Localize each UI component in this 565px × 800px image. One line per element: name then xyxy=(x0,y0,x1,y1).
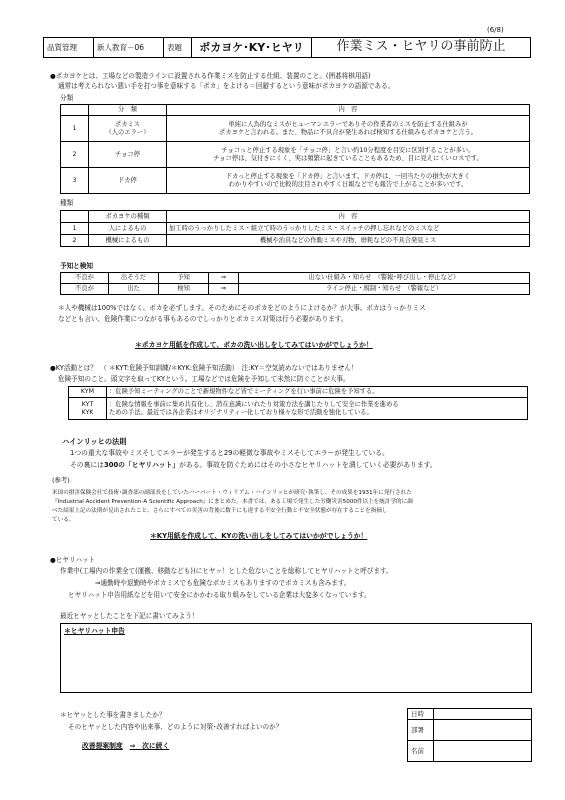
detect-label: 予知と検知 xyxy=(60,262,93,270)
poka-note-1: ＊人や機械は100%ではなく、ポカを必ずします。そのためにそのポカをどのようによけるか？が大事。ポカはうっかりミス xyxy=(58,304,426,312)
bullet-icon: ● xyxy=(50,364,56,372)
class-name: チョコ停 xyxy=(89,142,167,168)
subject-cell: ポカヨケ･KY･ヒヤリ xyxy=(192,38,312,58)
table-row xyxy=(61,142,530,168)
table-row xyxy=(61,273,530,284)
class-name: ドカ停 xyxy=(89,168,167,194)
class-content: チョコっと停止する現象を「チョコ停」と言い約10分程度を目安に区別することが多い。 チョコ停は、気付きにくく、実は頻繁に起きていることもあるため、目に見えにくいロスです。 xyxy=(167,142,530,168)
next-section-link: 改善提案制度 ⇒ 次に続く xyxy=(82,742,170,750)
ky-label: KYT KYK xyxy=(69,398,107,420)
ky-content: ：危険予知ミーティングのことで新規物件など皆でミーティングを行い事前に危険を予知する。 xyxy=(107,387,528,398)
poka-intro-1: ●ポカヨケとは、工場などの製造ラインに設置される作業ミスを防止する仕組、装置のこと。(囲碁将棋用語) xyxy=(50,72,371,80)
footer-question-2: そのヒヤッとした内容や出来事、どのように対策･改善すればよいのか？ xyxy=(68,723,283,731)
ky-table xyxy=(68,386,528,420)
heinrich-line-2: その裏には300の「ヒヤリハット」がある。事故を防ぐためにはその小さなヒヤリハットを潰していく必要があります。 xyxy=(70,461,437,469)
detection-table xyxy=(60,272,530,295)
table-row xyxy=(61,235,530,247)
heinrich-line-1: 1つの重大な事故やミスそしてエラーが発生すると29の軽微な事故やミスそしてエラーが発生している。 xyxy=(70,449,389,457)
row-number: 1 xyxy=(61,223,89,235)
class-content: 単純に人為的なミスがヒューマンエラーでありその作業者のミスを防止する仕組みが ポカヨケと言われる。また、物品に不具合が発生あれば検知する仕組みもポカヨケと言う。 xyxy=(167,116,530,142)
class-label: 分類 xyxy=(60,94,74,102)
table-row xyxy=(69,387,528,398)
hiyari-line-3: ヒヤリハット申告用紙などを用いて安全にかかわる取り組みをしている企業は大変多くなっています。 xyxy=(68,591,371,599)
detect-cell: 出ない仕組み・知らせ （警報･呼び出し・停止など） xyxy=(239,273,530,284)
page-number: (6/8) xyxy=(487,26,504,34)
class-name: ポカミス （人のエラー） xyxy=(89,116,167,142)
hiyari-title: ●ヒヤリハット xyxy=(50,556,96,564)
row-number: 2 xyxy=(61,142,89,168)
course-cell: 新人教育－06 xyxy=(94,38,164,58)
reference-label: (参考) xyxy=(52,476,70,484)
poka-suggestion: ＊ポカヨケ用紙を作成して、ポカの洗い出しをしてみてはいかがでしょうか！ xyxy=(135,341,373,349)
poka-intro-2: 通常は考えられない悪い手を打つ事を意味する「ポカ」をよける＝回避するという意味がポカヨケの語源である。 xyxy=(58,82,395,90)
hiyari-line-2: ⇒通勤時や退勤時やポカミスでも危険なポカミスもありますのでポカミスも含みます。 xyxy=(95,579,351,587)
sign-dept-field[interactable] xyxy=(434,720,532,741)
class-head-1: 分 類 xyxy=(89,105,167,116)
detect-cell: 検知 xyxy=(159,284,209,295)
heinrich-title: ハインリッヒの法則 xyxy=(62,437,127,446)
ky-label: KYM xyxy=(69,387,107,398)
detect-cell: 出そうだ xyxy=(109,273,159,284)
table-row xyxy=(61,116,530,142)
type-content: 加工時のうっかりしたミス・組立て時のうっかりしたミス・スイッチの押し忘れなどのミスなど xyxy=(167,223,530,235)
detect-cell: 出た xyxy=(109,284,159,295)
sign-name-label: 名前 xyxy=(408,741,434,762)
table-row xyxy=(61,284,530,295)
sign-date-field[interactable] xyxy=(434,709,532,720)
sign-name-field[interactable] xyxy=(434,741,532,762)
ky-suggestion: ＊KY用紙を作成して、KYの洗い出しをしてみてはいかがでしょうか！ xyxy=(150,532,368,540)
type-name: 人によるもの xyxy=(89,223,167,235)
bullet-icon: ● xyxy=(50,556,56,564)
sign-table xyxy=(407,708,532,762)
document-header xyxy=(43,37,531,58)
hiyari-report-box[interactable] xyxy=(60,623,532,693)
document-title: 作業ミス・ヒヤリの事前防止 xyxy=(312,38,531,58)
footer-question-1: ＊ヒヤッとした事を書きましたか？ xyxy=(60,711,166,719)
table-row xyxy=(61,223,530,235)
type-head-2: 内 容 xyxy=(167,211,530,223)
detect-cell: 不良が xyxy=(61,273,109,284)
ky-intro-2: 危険予知のこと。頭文字を取ってKYという。工場などでは危険を予知して未然に防ぐことが大事。 xyxy=(58,375,350,383)
hiyari-prompt: 最近ヒヤッとしたことを下記に書いてみよう！ xyxy=(60,612,199,620)
sign-dept-label: 部署 xyxy=(408,720,434,741)
row-number: 1 xyxy=(61,116,89,142)
reference-paragraph: 米国の損害保険会社で技術･調査部の副部長をしていたハーバート・ウィリアム・ハインリッヒが研究･執筆し、その成果を1931年に発行された 『Industrial Accident Prevention-A Scientific Approach』にまとめた。本書では、ある工場で発生した労働災害5000件以上を統計学的に調 べた結果上記の法則が見出されたこと、さらにすべての災害の背後に数千にも達する不安全行動と不安全状態が存在することを指摘し ている。 xyxy=(52,490,413,523)
type-head-1: ポカヨケの種類 xyxy=(89,211,167,223)
title-label-cell: 表題 xyxy=(164,38,192,58)
category-cell: 品質管理 xyxy=(44,38,94,58)
hiyari-report-label: ＊ヒヤリハット申告 xyxy=(64,627,125,635)
table-row xyxy=(69,398,528,420)
row-number: 2 xyxy=(61,235,89,247)
sign-date-label: 日時 xyxy=(408,709,434,720)
detect-cell: ライン停止・規制・知らせ （警報など） xyxy=(239,284,530,295)
type-content: 機械や治具などの作動ミスや刃物、磨耗などの不具合発見ミス xyxy=(167,235,530,247)
bullet-icon: ● xyxy=(50,72,56,80)
detect-cell: ⇒ xyxy=(209,284,239,295)
hiyari-line-1: 作業中(工場内の作業全て(運搬、移動なども))にヒヤッ！とした危ないことを総称してヒヤリハットと呼びます。 xyxy=(60,567,393,575)
classification-table xyxy=(60,104,530,194)
table-row xyxy=(61,168,530,194)
ky-content: ：危険な情報を事前に集め共有化し、潜在意識にいれたり対策方法を講じたりして安全に作業を進める ための手法。最近では各企業はオリジナリティー化しており様々な形で活動を強化している。 xyxy=(107,398,528,420)
row-number: 3 xyxy=(61,168,89,194)
poka-note-2: などとも言い、危険作業につながる事もあるのでしっかりとポカミス対策は行う必要があります。 xyxy=(58,315,348,323)
type-name: 機械によるもの xyxy=(89,235,167,247)
type-table xyxy=(60,210,530,247)
class-content: ドカっと停止する現象を「ドカ停」と言います。ドカ停は、一回当たりの損失が大きく わかりやすいので比較的注目されやすく日報などでも報告で上がることが多いです。 xyxy=(167,168,530,194)
ky-intro-1: ●KY活動とは？ （ ＊KYT:危険予知訓練/＊KYK:危険予知活動） 注:KY＝空気読めないではありません！ xyxy=(50,364,358,372)
detect-cell: 不良が xyxy=(61,284,109,295)
detect-cell: 予知 xyxy=(159,273,209,284)
class-head-2: 内 容 xyxy=(167,105,530,116)
type-label: 種類 xyxy=(60,199,74,207)
detect-cell: ⇒ xyxy=(209,273,239,284)
